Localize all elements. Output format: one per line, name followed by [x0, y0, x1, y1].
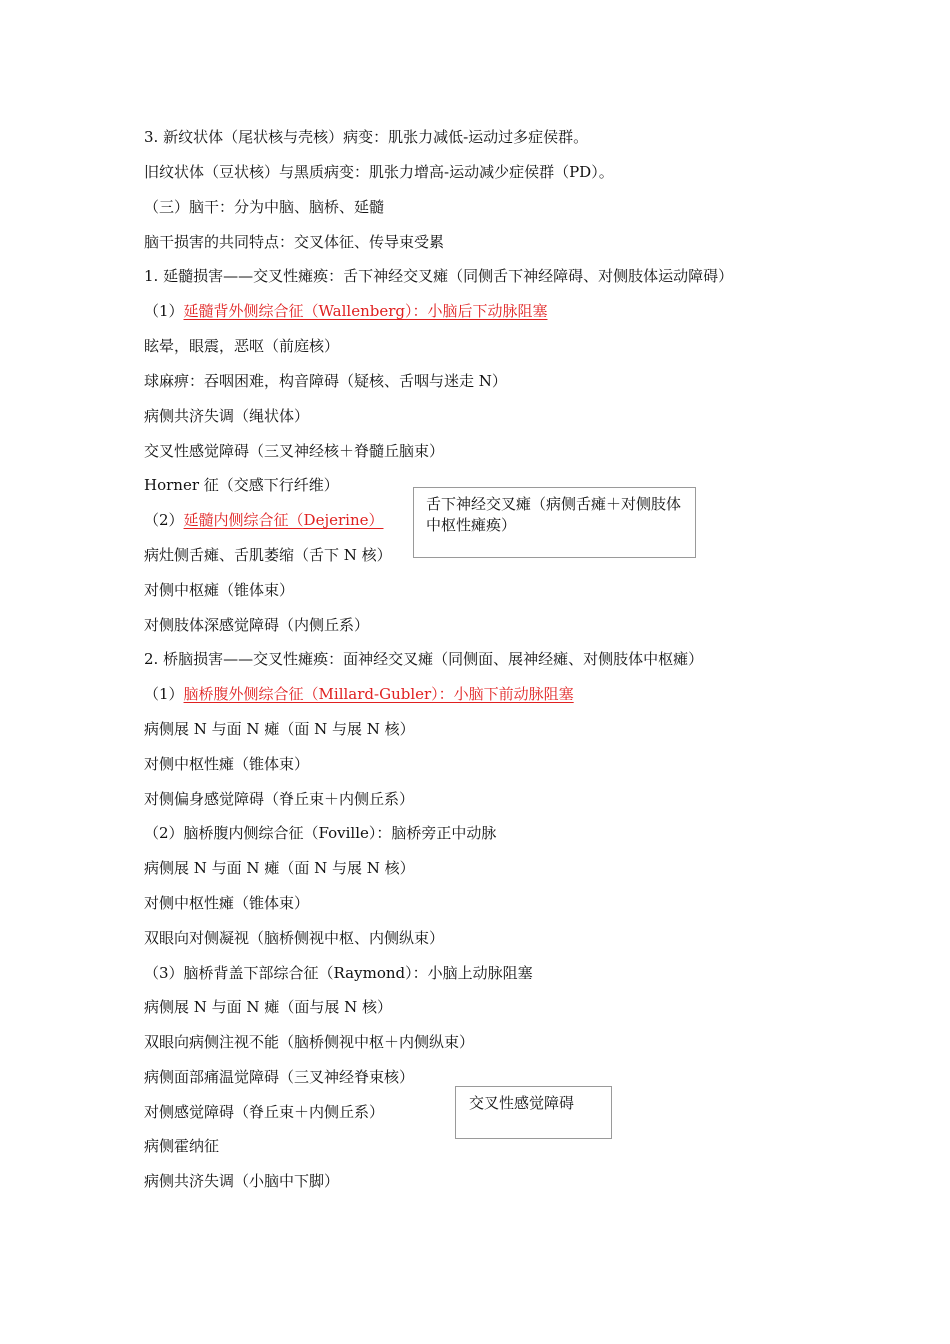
text-line: 病侧展 N 与面 N 瘫（面 N 与展 N 核） [144, 859, 415, 877]
text-line: 3. 新纹状体（尾状核与壳核）病变：肌张力减低-运动过多症侯群。 [144, 128, 589, 146]
syndrome-heading [144, 510, 383, 530]
text-line: 双眼向对侧凝视（脑桥侧视中枢、内侧纵束） [144, 929, 445, 947]
annotation-box: 舌下神经交叉瘫（病侧舌瘫＋对侧肢体中枢性瘫痪） [413, 487, 696, 558]
subsection-heading: 2. 桥脑损害——交叉性瘫痪：面神经交叉瘫（同侧面、展神经瘫、对侧肢体中枢瘫） [144, 650, 704, 668]
text-line: 对侧偏身感觉障碍（脊丘束＋内侧丘系） [144, 790, 415, 808]
text-line: 对侧中枢性瘫（锥体束） [144, 894, 310, 912]
text-line: 交叉性感觉障碍（三叉神经核＋脊髓丘脑束） [144, 442, 445, 460]
syndrome-heading: （2）脑桥腹内侧综合征（Foville）：脑桥旁正中动脉 [144, 824, 497, 842]
text-line: 对侧肢体深感觉障碍（内侧丘系） [144, 616, 370, 634]
section-heading: （三）脑干：分为中脑、脑桥、延髓 [144, 198, 385, 216]
text-line: 旧纹状体（豆状核）与黑质病变：肌张力增高-运动减少症侯群（PD）。 [144, 163, 614, 181]
syndrome-heading: （3）脑桥背盖下部综合征（Raymond）：小脑上动脉阻塞 [144, 964, 533, 982]
item-number: （1） [144, 685, 184, 703]
text-line: 病侧展 N 与面 N 瘫（面 N 与展 N 核） [144, 720, 415, 738]
text-line: 对侧中枢性瘫（锥体束） [144, 755, 310, 773]
highlighted-syndrome-title: 延髓内侧综合征（Dejerine） [183, 511, 384, 529]
text-line: 病灶侧舌瘫、舌肌萎缩（舌下 N 核） [144, 546, 392, 564]
highlighted-syndrome-title: 延髓背外侧综合征（Wallenberg）：小脑后下动脉阻塞 [183, 302, 548, 320]
text-line: 病侧展 N 与面 N 瘫（面与展 N 核） [144, 998, 392, 1016]
item-number: （2） [144, 511, 184, 529]
text-line: 球麻痹：吞咽困难，构音障碍（疑核、舌咽与迷走 N） [144, 372, 507, 390]
text-line: 病侧共济失调（小脑中下脚） [144, 1172, 340, 1190]
text-line: 病侧面部痛温觉障碍（三叉神经脊束核） [144, 1068, 415, 1086]
annotation-box: 交叉性感觉障碍 [455, 1086, 612, 1139]
syndrome-heading [144, 301, 548, 321]
text-line: 脑干损害的共同特点：交叉体征、传导束受累 [144, 233, 445, 251]
text-line: 病侧霍纳征 [144, 1137, 220, 1155]
text-line: 双眼向病侧注视不能（脑桥侧视中枢＋内侧纵束） [144, 1033, 475, 1051]
text-line: 眩晕，眼震，恶呕（前庭核） [144, 337, 340, 355]
highlighted-syndrome-title: 脑桥腹外侧综合征（Millard-Gubler）：小脑下前动脉阻塞 [183, 685, 574, 703]
subsection-heading: 1. 延髓损害——交叉性瘫痪：舌下神经交叉瘫（同侧舌下神经障碍、对侧肢体运动障碍） [144, 267, 734, 285]
text-line: 对侧中枢瘫（锥体束） [144, 581, 295, 599]
item-number: （1） [144, 302, 184, 320]
syndrome-heading [144, 684, 574, 704]
text-line: Horner 征（交感下行纤维） [144, 476, 339, 494]
text-line: 对侧感觉障碍（脊丘束＋内侧丘系） [144, 1103, 385, 1121]
text-line: 病侧共济失调（绳状体） [144, 407, 310, 425]
